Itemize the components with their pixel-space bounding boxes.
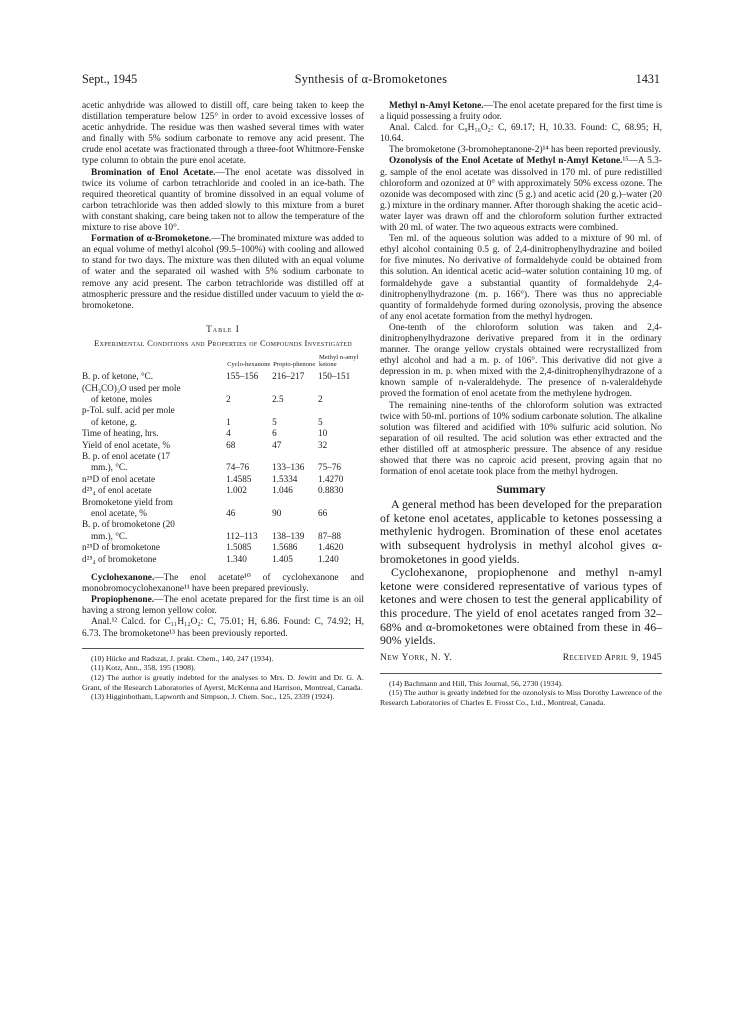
footnote-12: (12) The author is greatly indebted for the analyses to Mrs. D. Jewitt and Dr. G. A. Grant, of the Research Laboratories of Ayerst, McKenna and Harrison, Montreal, Canada. [82,673,364,692]
paragraph-methyl-amyl-ketone [380,101,662,123]
heading-propiophenone: Propiophenone. [91,595,155,606]
cell-propiophenone [272,451,318,462]
cell-cyclohexanone: 74–76 [226,462,250,473]
running-header [82,72,660,88]
cell-propiophenone: 138–139 [272,530,305,541]
paragraph-formation [82,234,364,312]
paragraph-cyclohexanone [82,573,364,595]
table-title: Table I [206,323,240,334]
table-row [82,440,364,451]
cell-cyclohexanone [226,383,272,394]
cell-methyl-amyl: 0.8830 [318,485,344,496]
cell-methyl-amyl [318,451,364,462]
cell-cyclohexanone [226,519,272,530]
row-label: B. p. of bromoketone (20 [82,519,175,530]
cell-propiophenone [272,383,318,394]
table-row [82,383,364,394]
table-header-methyl-amyl-ketone: Methyl n-amyl ketone [319,353,359,368]
footnote-11: (11) Kotz, Ann., 358, 195 (1908). [91,663,196,673]
cell-cyclohexanone: 1.340 [226,553,247,564]
heading-ozonolysis: Ozonolysis of the Enol Acetate of Methyl n-Amyl Ketone. [389,156,623,167]
cell-cyclohexanone: 155–156 [226,371,259,382]
paragraph-remaining-solution: The remaining nine-tenths of the chloroform solution was extracted twice with 50-ml. portions of 10% sodium carbonate solution. The alkaline solution was filtered and acidified with 10% sulfuric acid solution. No separation of oil resulted. The acid solution was ether extracted and the ether distilled off at atmospheric pressure. The absence of any residue showed that there was no caproic acid present, proving again that no formation of enol acetate took place from the methyl hydrogen. [380,400,662,478]
left-column [82,101,364,702]
cell-cyclohexanone [226,451,272,462]
paragraph-bromoketone-reported: The bromoketone (3-bromoheptanone-2)¹⁴ has been reported previously. [389,145,661,156]
paragraph-bromination [82,168,364,235]
cell-cyclohexanone: 1.4585 [226,473,252,484]
cell-cyclohexanone: 68 [226,439,236,450]
header-date: Sept., 1945 [82,72,138,86]
summary-heading: Summary [496,483,546,497]
footnote-divider [82,648,364,649]
cell-methyl-amyl [318,405,364,416]
cell-methyl-amyl [318,519,364,530]
table-row [82,531,364,542]
table-row [82,554,364,565]
paragraph-ozonolysis [380,156,662,234]
row-label: d²⁵₄ of enol acetate [82,485,152,496]
cell-methyl-amyl: 10 [318,428,328,439]
signature-line [380,653,662,665]
cell-cyclohexanone: 2 [226,394,231,404]
cell-propiophenone: 216–217 [272,371,305,382]
row-label: (CH₃CO)₂O used per mole [82,382,181,393]
cell-propiophenone: 5 [272,416,277,427]
heading-bromination: Bromination of Enol Acetate. [91,167,216,178]
table-row [82,542,364,553]
cell-methyl-amyl: 1.240 [318,553,339,564]
cell-methyl-amyl: 5 [318,416,323,427]
cell-methyl-amyl: 75–76 [318,462,342,473]
table-row [82,497,364,508]
paragraph-analysis-propiophenone: Anal.¹² Calcd. for C₁₁H₁₂O₂: C, 75.01; H, 6.86. Found: C, 74.92; H, 6.73. The bromoketone¹³ has been previously reported. [82,617,364,639]
cell-cyclohexanone [226,405,272,416]
cell-propiophenone: 2.5 [272,394,284,404]
table-row [82,474,364,485]
table-row [82,428,364,439]
row-label: n²⁵D of bromoketone [82,542,160,553]
row-label: Yield of enol acetate, % [82,439,171,450]
row-label: p-Tol. sulf. acid per mole [82,405,175,416]
header-title: Synthesis of α-Bromoketones [294,72,448,86]
table-row [82,371,364,382]
cell-methyl-amyl: 1.4270 [318,473,344,484]
cell-cyclohexanone: 4 [226,428,231,439]
row-label: Time of heating, hrs. [82,428,159,439]
table-caption: Experimental Conditions and Properties of Compounds Investigated [94,337,352,348]
paragraph-distillation: acetic anhydride was allowed to distill off, care being taken to keep the distillation temperature below 125° in order to avoid excessive losses of acetic anhydride. The residue was then washed several times with water and finally with 5% sodium carbonate to remove any acid present. The crude enol acetate was fractionated through a three-foot Whitmore-Fenske type column to obtain the pure enol acetate. [82,101,364,167]
text-methyl-amyl-ketone: —The enol acetate prepared for the first time is a liquid possessing a fruity odor. [380,101,662,123]
paragraph-propiophenone [82,595,364,617]
received-date: Received April 9, 1945 [562,652,662,663]
footnote-10: (10) Hücke and Radszat, J. prakt. Chem., 140, 247 (1934). [91,653,274,663]
cell-methyl-amyl: 66 [318,508,328,519]
text-formation: —The brominated mixture was added to an equal volume of methyl alcohol (99.5–100%) with cooling and allowed to stand for two days. The mixture was then diluted with an equal volume of water and the separated oil washed with 5% sodium carbonate to remove any acid present. The carbon tetrachloride was distilled off at atmospheric pressure and the residue distilled under vacuum to yield the α-bromoketone. [82,234,364,311]
row-label: Bromoketone yield from [82,496,173,507]
table-header-blank [82,353,226,371]
cell-methyl-amyl: 150–151 [318,371,351,382]
heading-methyl-amyl-ketone: Methyl n-Amyl Ketone. [389,101,484,111]
text-ozonolysis: ¹⁵—A 5.3-g. sample of the enol acetate was dissolved in 170 ml. of pure redistilled chloroform and ozonized at 0° with approximately 50% excess ozone. The ozonide was decomposed with zinc (5 g.) and acetic acid (20 g.)–water (20 g.) mixture in the ordinary manner. After thorough shaking the acetic acid–water layer was drawn off and the chloroform solution further extracted with 20 ml. of water. The two aqueous extracts were combined. [380,156,662,234]
text-propiophenone: —The enol acetate prepared for the first time is an oil having a strong lemon yellow color. [82,595,364,617]
cell-cyclohexanone [226,497,272,508]
row-label: B. p. of enol acetate (17 [82,451,171,462]
row-label: mm.), °C. [91,530,128,541]
row-label: B. p. of ketone, °C. [82,371,154,382]
cell-propiophenone: 1.5334 [272,473,298,484]
data-table [82,353,364,565]
table-row [82,451,364,462]
cell-propiophenone: 1.405 [272,553,293,564]
location: New York, N. Y. [380,652,453,663]
paragraph-aqueous-solution: Ten ml. of the aqueous solution was added to a mixture of 90 ml. of ethyl alcohol containing 0.5 g. of 2,4-dinitrophenylhydrazine and boiled for five minutes. No derivative of formaldehyde could be obtained from this solution. An identical acetic acid–water solution containing 10 mg. of formaldehyde gave a substantial quantity of formaldehyde 2,4-dinitrophenylhydrazone (m. p. 166°). There was thus no appreciable quantity of formaldehyde formed during ozonolysis, proving the absence of any enol acetate formation from the methyl hydrogen. [380,234,662,322]
cell-propiophenone [272,405,318,416]
row-label: of ketone, g. [91,416,137,427]
cell-cyclohexanone: 46 [226,508,236,519]
right-column [380,101,662,708]
cell-methyl-amyl: 2 [318,394,323,404]
row-label: mm.), °C. [91,462,128,473]
row-label: enol acetate, % [91,508,147,519]
cell-propiophenone [272,497,318,508]
cell-cyclohexanone: 1 [226,416,231,427]
footnote-13: (13) Higginbotham, Lapworth and Simpson, J. Chem. Soc., 125, 2339 (1924). [91,692,335,702]
cell-methyl-amyl [318,497,364,508]
cell-cyclohexanone: 1.002 [226,485,247,496]
table-row [82,417,364,428]
cell-propiophenone [272,519,318,530]
cell-propiophenone: 1.5686 [272,542,298,553]
footnote-divider [380,673,662,674]
row-label: d²⁵₄ of bromoketone [82,553,157,564]
cell-cyclohexanone: 1.5085 [226,542,252,553]
paragraph-chloroform-tenth: One-tenth of the chloroform solution was taken and 2,4-dinitrophenylhydrazone derivative prepared from it in the ordinary manner. The orange yellow crystals obtained were recrystallized from ethyl alcohol and had a m. p. of 106°. This derivative did not give a depression in m. p. when mixed with the 2,4-dinitrophenylhydrazone of a known sample of n-valeraldehyde. The presence of n-valeraldehyde proved the formation of enol acetate from the methylene hydrogen. [380,322,662,400]
cell-propiophenone: 6 [272,428,277,439]
cell-methyl-amyl: 32 [318,439,328,450]
table-row [82,462,364,473]
row-label: of ketone, moles [91,394,152,404]
row-label: n²⁵D of enol acetate [82,473,156,484]
table-header-cyclohexanone: Cyclo-hexanone [227,360,271,368]
cell-methyl-amyl: 87–88 [318,530,342,541]
cell-methyl-amyl [318,383,364,394]
table-row [82,508,364,519]
cell-propiophenone: 47 [272,439,282,450]
heading-cyclohexanone: Cyclohexanone. [91,573,155,584]
heading-formation: Formation of α-Bromoketone. [91,234,212,245]
cell-propiophenone: 133–136 [272,462,305,473]
text-bromination: —The enol acetate was dissolved in twice its volume of carbon tetrachloride and cooled in an ice-bath. The required theoretical quantity of bromine dissolved in an equal volume of carbon tetrachloride was then added slowly to this mixture from a buret with constant shaking, care being taken not to allow the temperature of the mixture to rise above 10°. [82,167,364,234]
cell-propiophenone: 90 [272,508,282,519]
table-row [82,394,364,405]
page-number: 1431 [635,72,660,86]
cell-propiophenone: 1.046 [272,485,293,496]
footnote-15: (15) The author is greatly indebted for the ozonolysis to Miss Dorothy Lawrence of the Research Laboratories of Charles E. Frosst Co., Ltd., Montreal, Canada. [380,688,662,708]
cell-methyl-amyl: 1.4620 [318,542,344,553]
summary-paragraph-method: A general method has been developed for the preparation of ketone enol acetates, applicable to ketones possessing a methylenic hydrogen. Bromination of these enol acetates with subsequent hydrolysis in methyl alcohol gives α-bromoketones in good yields. [380,497,662,566]
table-row [82,519,364,530]
table-row [82,485,364,496]
cell-cyclohexanone: 112–113 [226,530,258,541]
table-header-propiophenone: Propio-phenone [273,360,316,368]
summary-paragraph-yields: Cyclohexanone, propiophenone and methyl n-amyl ketone were considered representative of various types of ketones and were chosen to test the general applicability of this procedure. The yield of enol acetates ranged from 32–68% and α-bromoketones were obtained from these in 46–90% yields. [380,565,662,648]
paragraph-analysis-methyl-amyl: Anal. Calcd. for C₉H₁₆O₂: C, 69.17; H, 10.33. Found: C, 68.95; H, 10.64. [380,123,662,145]
footnote-14: (14) Bachmann and Hill, This Journal, 56, 2730 (1934). [389,678,563,688]
table-row [82,405,364,416]
text-cyclohexanone: —The enol acetate¹⁰ of cyclohexanone and monobromocyclohexanone¹¹ have been prepared previously. [82,573,364,595]
table-header-row [82,353,364,371]
